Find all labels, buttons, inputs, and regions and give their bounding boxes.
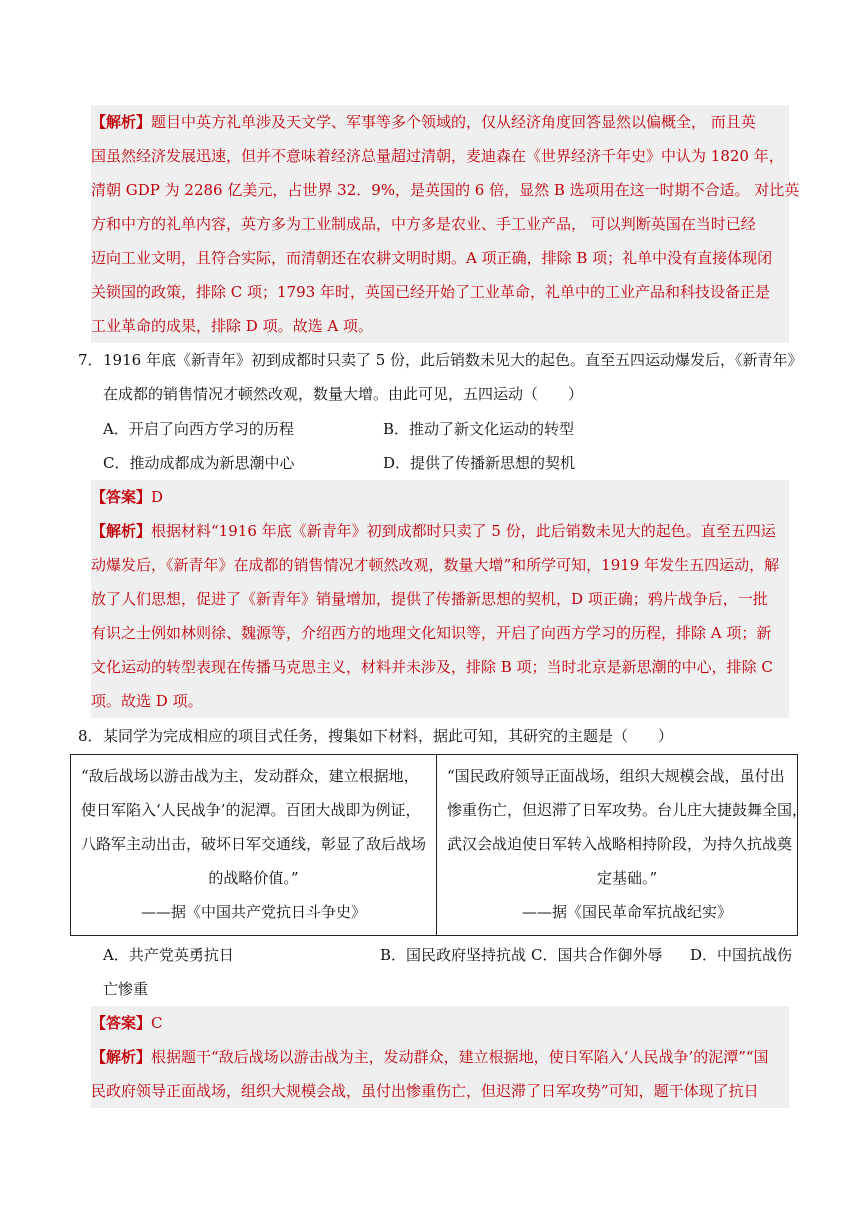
q8-stem: 某同学为完成相应的项目式任务，搜集如下材料，据此可知，其研究的主题是（ ）: [103, 727, 674, 745]
material-left: [71, 755, 436, 935]
answer-tag: 【答案】: [91, 488, 152, 506]
q8-answer: [91, 1006, 789, 1040]
q6-analysis: [91, 105, 800, 343]
q7-analysis-line: 放了人们思想，促进了《新青年》销量增加，提供了传播新思想的契机，D 项正确；鸦片战争后，一批: [91, 590, 768, 608]
q8-answer-analysis: [91, 1006, 789, 1108]
q7-answer-value: D: [151, 488, 164, 506]
quote-line: 使日军陷入‘人民战争’的泥潭。百团大战即为例证，: [81, 801, 421, 819]
q7-option-d[interactable]: D．提供了传播新思想的契机: [383, 454, 576, 472]
q8-analysis-line: 民政府领导正面战场，组织大规模会战，虽付出惨重伤亡，但迟滞了日军攻势”可知，题干体现了抗日: [91, 1082, 759, 1100]
q7-number: 7．: [78, 351, 103, 369]
q7-analysis-line: 有识之士例如林则徐、魏源等，介绍西方的地理文化知识等，开启了向西方学习的历程，排除 A 项；新: [91, 624, 772, 642]
q7-stem-line: 在成都的销售情况才顿然改观，数量大增。由此可见，五四运动（ ）: [103, 385, 584, 403]
q6-analysis-line: 国虽然经济发展迅速，但并不意味着经济总量超过清朝，麦迪森在《世界经济千年史》中认为 1820 年，: [91, 147, 784, 165]
q7-stem-line: 1916 年底《新青年》初到成都时只卖了 5 份，此后销数未见大的起色。直至五四运动爆发后，《新青年》: [103, 351, 803, 369]
q7-answer: [91, 480, 789, 514]
q7-analysis-line: 项。故选 D 项。: [91, 692, 203, 710]
q7-answer-analysis: [91, 480, 789, 718]
q8-option-b[interactable]: B．国民政府坚持抗战: [380, 946, 527, 964]
q8-option-d[interactable]: D．中国抗战伤: [690, 946, 793, 964]
material-right: [436, 755, 817, 935]
q8-answer-value: C: [151, 1014, 163, 1032]
q6-analysis-line: 工业革命的成果，排除 D 项。故选 A 项。: [91, 317, 373, 335]
q7-option-b[interactable]: B．推动了新文化运动的转型: [383, 420, 575, 438]
q6-analysis-line: 清朝 GDP 为 2286 亿美元，占世界 32．9%，是英国的 6 倍，显然 B 选项用在这一时期不合适。 对比英: [91, 181, 800, 199]
quote-line: 武汉会战迫使日军转入战略相持阶段，为持久抗战奠: [447, 835, 793, 853]
quote-line: 八路军主动出击，破坏日军交通线，彰显了敌后战场: [81, 835, 427, 853]
q7-option-c[interactable]: C．推动成都成为新思潮中心: [103, 454, 295, 472]
q7-analysis-line: 动爆发后，《新青年》在成都的销售情况才顿然改观，数量大增”和所学可知，1919 年发生五四运动，解: [91, 556, 780, 574]
quote-source: ——据《国民革命军抗战纪实》: [522, 903, 733, 921]
q8-analysis-line: 根据题干“敌后战场以游击战为主，发动群众，建立根据地，使日军陷入‘人民战争’的泥潭”“国: [151, 1048, 769, 1066]
q8-option-a[interactable]: A．共产党英勇抗日: [103, 946, 234, 964]
q7-analysis-line: 根据材料“1916 年底《新青年》初到成都时只卖了 5 份，此后销数未见大的起色。直至五四运: [151, 522, 776, 540]
q6-analysis-line: 方和中方的礼单内容，英方多为工业制成品，中方多是农业、手工业产品， 可以判断英国在当时已经: [91, 215, 756, 233]
q7-option-a[interactable]: A．开启了向西方学习的历程: [103, 420, 294, 438]
quote-source: ——据《中国共产党抗日斗争史》: [141, 903, 367, 921]
quote-line: 的战略价值。”: [208, 869, 299, 887]
q7-analysis-line: 文化运动的转型表现在传播马克思主义，材料并未涉及，排除 B 项；当时北京是新思潮的中心，排除 C: [91, 658, 773, 676]
quote-line: 惨重伤亡，但迟滞了日军攻势。台儿庄大捷鼓舞全国，: [447, 801, 808, 819]
q6-analysis-line: 题目中英方礼单涉及天文学、军事等多个领域的，仅从经济角度回答显然以偏概全， 而且英: [151, 113, 756, 131]
analysis-tag: 【解析】: [91, 113, 152, 131]
q8-number: 8．: [78, 727, 103, 745]
quote-line: “国民政府领导正面战场，组织大规模会战，虽付出: [447, 767, 785, 785]
answer-tag: 【答案】: [91, 1014, 152, 1032]
q8-option-c[interactable]: C．国共合作御外辱: [531, 946, 663, 964]
analysis-tag: 【解析】: [91, 522, 152, 540]
material-table: [70, 754, 808, 936]
q6-analysis-line: 关锁国的政策，排除 C 项；1793 年时，英国已经开始了工业革命，礼单中的工业产品和科技设备正是: [91, 283, 770, 301]
quote-line: 定基础。”: [596, 869, 658, 887]
q6-analysis-line: 迈向工业文明，且符合实际，而清朝还在农耕文明时期。A 项正确，排除 B 项；礼单中没有直接体现闭: [91, 249, 773, 267]
quote-line: “敌后战场以游击战为主，发动群众，建立根据地，: [81, 767, 419, 785]
q8-option-d-continued: 亡惨重: [103, 980, 149, 998]
analysis-tag: 【解析】: [91, 1048, 152, 1066]
